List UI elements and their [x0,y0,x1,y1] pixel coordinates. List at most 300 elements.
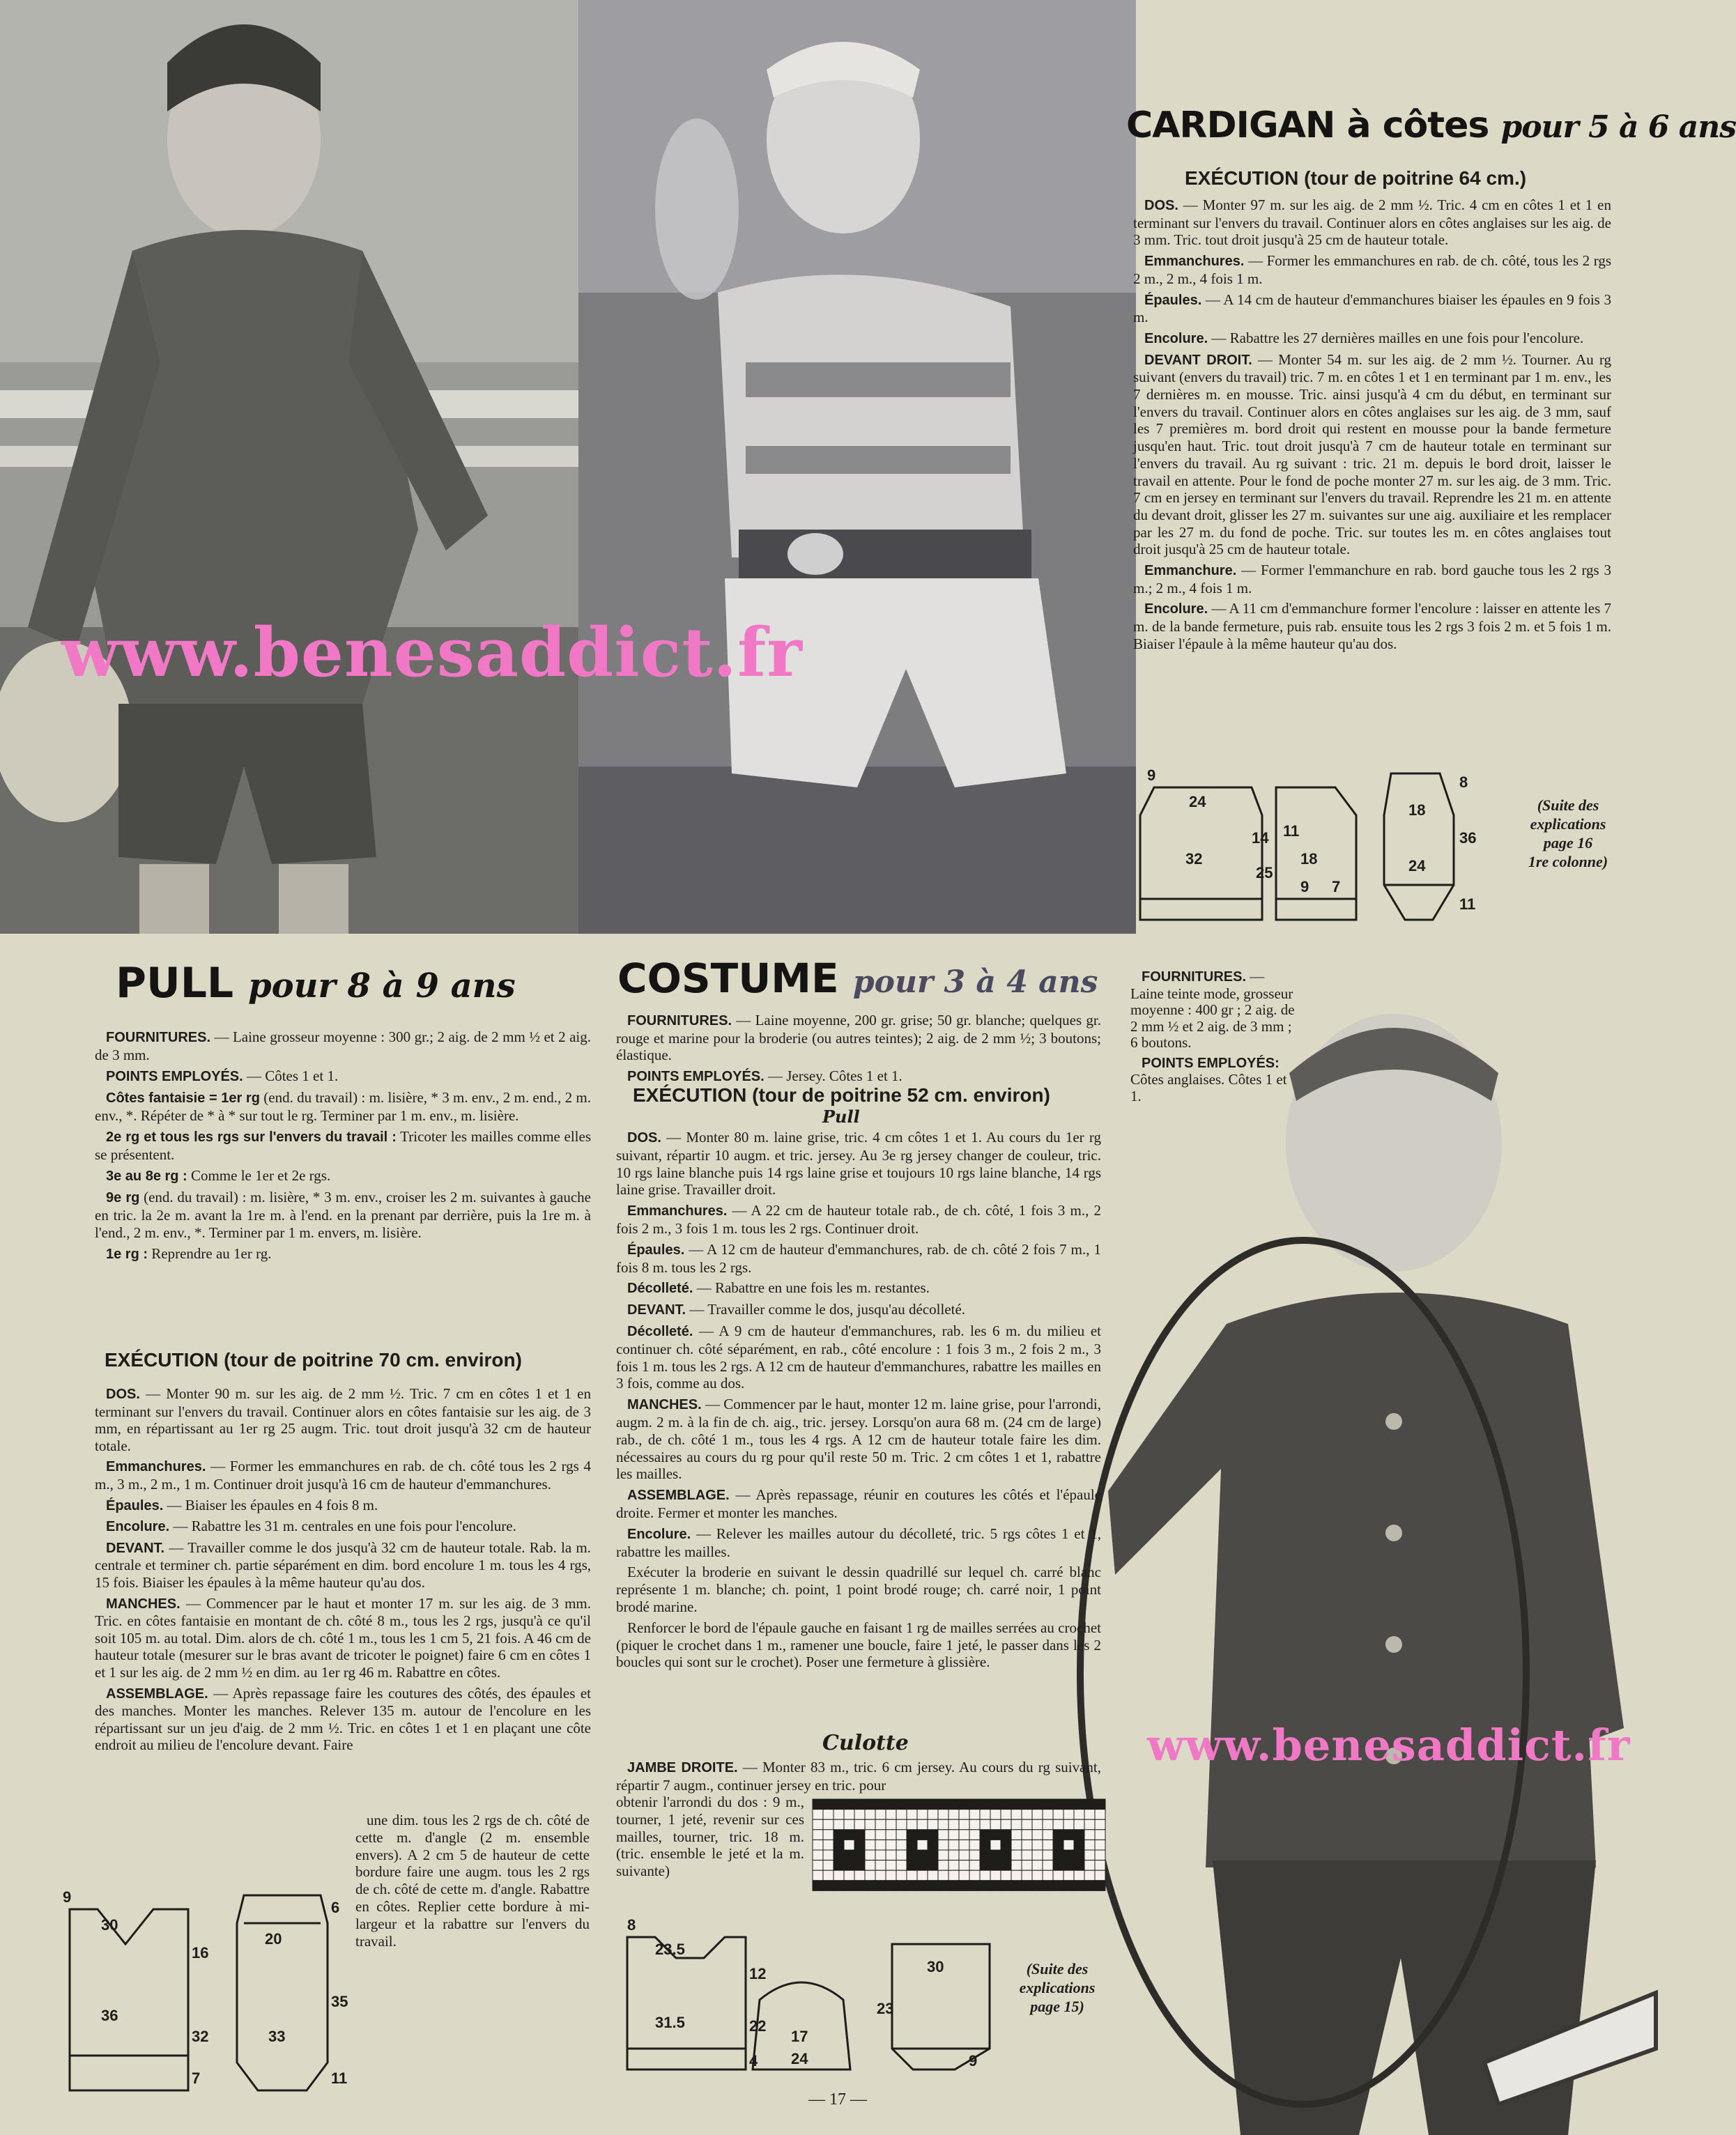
embroidery-cell [854,1799,865,1810]
cardigan-schema-label: 25 [1256,864,1273,881]
embroidery-cell [1043,1810,1053,1820]
paragraph-label: MANCHES. [106,1596,180,1612]
costume-schema-label: 23.5 [655,1941,685,1958]
embroidery-cell [854,1881,865,1891]
embroidery-cell [928,1810,938,1820]
pull-schema-label: 6 [331,1899,340,1916]
pull-schema [49,1881,348,2104]
embroidery-cell [928,1870,938,1881]
embroidery-cell [917,1840,928,1850]
paragraph-label: MANCHES. [627,1397,702,1413]
embroidery-cell [1053,1810,1063,1820]
embroidery-cell [1084,1850,1095,1860]
embroidery-cell [959,1830,969,1840]
embroidery-cell [896,1840,907,1850]
photo-boy-pullover [0,0,578,934]
paragraph-text: Renforcer le bord de l'épaule gauche en faisant 1 rg de mailles serrées au crochet (piquer le crochet dans 1 m., ramener une boucle, faire 1 jeté, le passer dans les 2 boucles qui sont sur le crochet). Poser une fermeture à glissière. [616,1619,1101,1671]
embroidery-cell [948,1799,959,1810]
paragraph-label: DEVANT. [106,1540,165,1556]
paragraph [1130,1055,1295,1105]
embroidery-cell [1011,1810,1022,1820]
pull-schema-label: 33 [268,2028,286,2045]
paragraph [95,1245,591,1263]
embroidery-cell [896,1819,907,1830]
cardigan-schema-label: 11 [1283,822,1300,840]
paragraph-label: FOURNITURES. [1142,969,1246,985]
embroidery-cell [1043,1799,1053,1810]
embroidery-cell [823,1799,834,1810]
costume-culotte-subheading: Culotte [822,1731,909,1755]
paragraph [95,1189,591,1242]
embroidery-cell [1053,1850,1063,1860]
embroidery-cell [1022,1810,1032,1820]
paragraph-text: — Rabattre les 27 dernières mailles en une fois pour l'encolure. [1208,329,1584,346]
embroidery-cell [875,1799,886,1810]
embroidery-cell [928,1840,938,1850]
costume-jambe-narrow: obtenir l'arrondi du dos : 9 m., tourner, 1 jeté, revenir sur ces mailles, tourner, tric. 18 m. (tric. ensemble le jeté et la m. suivante) [616,1794,804,1880]
paragraph [616,1068,1101,1086]
embroidery-cell [1011,1850,1022,1860]
embroidery-cell [1022,1850,1032,1860]
paragraph [1133,196,1611,249]
embroidery-cell [1095,1830,1105,1840]
embroidery-cell [865,1840,875,1850]
cardigan-schema-label: 18 [1408,801,1426,819]
embroidery-cell [907,1830,917,1840]
embroidery-cell [990,1850,1001,1860]
embroidery-cell [948,1819,959,1830]
cardigan-schema-label: 24 [1408,857,1426,874]
costume-intro [616,1012,1101,1088]
embroidery-cell [1053,1819,1063,1830]
embroidery-cell [1032,1799,1043,1810]
paragraph-text: — Former les emmanchures en rab. de ch. côté tous les 2 rgs 4 m., 3 m., 2 m., 1 m. Continuer droit jusqu'à 16 cm de hauteur d'emmanchures. [95,1458,591,1493]
embroidery-cell [938,1840,948,1850]
paragraph-label: DEVANT. [627,1302,686,1318]
embroidery-cell [917,1881,928,1891]
paragraph [616,1012,1101,1064]
embroidery-cell [980,1830,990,1840]
paragraph-text: — Monter 80 m. laine grise, tric. 4 cm côtes 1 et 1. Au cours du 1er rg suivant, répartir 10 augm. et tric. jersey. Au 3e rg jersey changer de couleur, tric. 10 rgs laine blanche puis 14 rgs laine grise et toujours 10 rgs laine blanche, 14 rgs laine grise. Travailler droit. [616,1129,1101,1198]
pull-tail-text: une dim. tous les 2 rgs de ch. côté de cette m. d'angle (2 m. ensemble envers). A 2 cm 5 de hauteur de cette bordure faire une augm. tous les 2 rgs de ch. côté de cette m. d'angle. Rabattre en côtes. Replier cette bordure à mi-largeur et la rabattre sur l'envers du travail. [355,1812,590,1950]
paragraph-text: — Monter 83 m., tric. 6 cm jersey. Au cours du rg suivant, répartir 7 augm., continuer jersey en tric. pour [616,1759,1101,1794]
embroidery-cell [948,1860,959,1871]
embroidery-cell [990,1860,1001,1871]
paragraph-text: — Côtes 1 et 1. [243,1068,339,1084]
paragraph-text: — Commencer par le haut, monter 12 m. laine grise, pour l'arrondi, augm. 2 m. à la fin de ch. aig., tric. jersey. Lorsqu'on aura 68 m. (24 cm de large) rab., de ch. côté 1 m., tous les 4 rgs. A 12 cm de hauteur totale faire les dim. nécessaires au cours du rg pour qu'il reste 50 m. Tric. 2 cm côtes 1 et 1, rabattre les mailles. [616,1396,1101,1483]
embroidery-cell [980,1870,990,1881]
paragraph-label: Épaules. [627,1242,685,1258]
paragraph-label: Décolleté. [627,1281,693,1297]
embroidery-cell [1063,1830,1074,1840]
embroidery-cell [959,1870,969,1881]
embroidery-cell [1074,1830,1084,1840]
paragraph-label: Emmanchures. [627,1203,728,1219]
paragraph-label: 1e rg : [106,1247,148,1262]
note-line: 1re colonne) [1528,853,1608,870]
embroidery-cell [1001,1850,1011,1860]
embroidery-cell [1063,1840,1074,1850]
paragraph-text: Côtes anglaises. Côtes 1 et 1. [1130,1071,1287,1104]
embroidery-cell [834,1870,844,1881]
embroidery-cell [1084,1870,1095,1881]
paragraph [1133,351,1611,558]
embroidery-cell [1074,1799,1084,1810]
embroidery-cell [886,1840,896,1850]
cardigan-schema-label: 9 [1147,766,1156,784]
embroidery-cell [907,1881,917,1891]
embroidery-cell [1063,1850,1074,1860]
paragraph-text: Reprendre au 1er rg. [148,1245,272,1262]
embroidery-cell [1095,1870,1105,1881]
paragraph-text: Comme le 1er et 2e rgs. [187,1167,331,1184]
paragraph-label: Emmanchure. [1144,563,1237,579]
embroidery-cell [1095,1819,1105,1830]
embroidery-cell [907,1819,917,1830]
embroidery-cell [917,1860,928,1871]
embroidery-cell [865,1881,875,1891]
paragraph [95,1068,591,1086]
paragraph-text: — A 9 cm de hauteur d'emmanchures, rab. les 6 m. du milieu et continuer ch. côté séparément, en rab., côté encolure : 1 fois 3 m., 2 fois 2 m., 3 fois 1 m. tous les 2 rgs. A 12 cm de hauteur d'emmanchures, rabattre les mailles en 3 fois, comme au dos. [616,1322,1101,1392]
paragraph [1133,562,1611,596]
paragraph-text: — Monter 97 m. sur les aig. de 2 mm ½. Tric. 4 cm en côtes 1 et 1 en terminant sur l'envers du travail. Continuer alors en côtes anglaises sur les aig. de 3 mm. Tric. tout droit jusqu'à 25 cm de hauteur totale. [1133,196,1611,249]
costume-schema-label: 4 [749,2052,758,2070]
paragraph-label: Côtes fantaisie = 1er rg [106,1090,260,1106]
costume-schema-label: 17 [791,2028,808,2045]
embroidery-cell [1084,1799,1095,1810]
embroidery-cell [823,1840,834,1850]
embroidery-cell [917,1850,928,1860]
embroidery-cell [1043,1819,1053,1830]
embroidery-cell [886,1830,896,1840]
paragraph-text: — Monter 90 m. sur les aig. de 2 mm ½. Tric. 7 cm en côtes 1 et 1 en terminant sur l'envers du travail. Continuer alors en côtes fantaisie sur les aig. de 3 mm, en répartissant au 1er rg 25 augm. Tric. tout droit jusqu'à 32 cm de hauteur totale. [95,1385,591,1454]
paragraph-text: — Après repassage faire les coutures des côtés, des épaules et des manches. Monter les manches. Relever 135 m. autour de l'encolure en les répartissant sur un jeu d'aig. de 2 mm ½. Tric. en côtes 1 et 1 en plaçant une côte endroit au milieu de l'encolure devant. Faire [95,1684,591,1754]
embroidery-cell [896,1870,907,1881]
embroidery-cell [854,1810,865,1820]
paragraph-text: (end. du travail) : m. lisière, * 3 m. env., 2 m. end., 2 m. env., *. Répéter de * à * sur tout le rg. Terminer par 1 m. env., m. lisière. [95,1089,591,1124]
embroidery-cell [928,1819,938,1830]
embroidery-cell [1053,1840,1063,1850]
embroidery-cell [938,1850,948,1860]
paragraph-text: — A 11 cm d'emmanchure former l'encolure : laisser en attente les 7 m. de la bande fermeture, puis rab. ensuite tous les 2 rgs 3 fois 2 m. et 5 fois 1 m. Biaiser l'épaule à la même hauteur qu'au dos. [1133,600,1611,652]
embroidery-cell [938,1830,948,1840]
paragraph [616,1396,1101,1483]
embroidery-cell [886,1881,896,1891]
watermark: www.benesaddict.fr [1147,1720,1631,1771]
paragraph-text: Exécuter la broderie en suivant le dessin quadrillé sur lequel ch. carré blanc représente 1 m. blanche; ch. point, 1 point brodé rouge; ch. carré noir, 1 point brodé marine. [616,1564,1101,1615]
paragraph-label: 9e rg [106,1190,140,1205]
paragraph [95,1497,591,1515]
embroidery-cell [1022,1819,1032,1830]
paragraph-label: Encolure. [106,1519,170,1535]
paragraph-label: FOURNITURES. [106,1030,210,1045]
embroidery-cell [1095,1860,1105,1871]
paragraph-label: Encolure. [1144,601,1208,617]
paragraph [95,1385,591,1454]
embroidery-cell [959,1799,969,1810]
paragraph-label: POINTS EMPLOYÉS. [627,1068,765,1084]
costume-schema [613,1909,1004,2076]
embroidery-cell [917,1799,928,1810]
embroidery-cell [834,1830,844,1840]
embroidery-cell [834,1840,844,1850]
cardigan-schema [1126,760,1489,927]
paragraph [95,1595,591,1681]
paragraph-text: Tricoter les mailles comme elles se présentent. [95,1128,591,1163]
costume-title [617,955,1098,1002]
paragraph-text: — Commencer par le haut et monter 17 m. sur les aig. de 3 mm. Tric. en côtes fantaisie en montant de ch. côté 8 m., tous les 2 rgs, jusqu'à ce qu'il soit 105 m. au total. Dim. alors de ch. côté 1 m., tous les 1 cm 5, 21 fois. A 46 cm de hauteur totale (mesurer sur le bras avant de tricoter le poignet) faire 6 cm en côtes 1 et 1 sur les aig. de 2 mm ½ en dim. au 1er rg 46 m. Rabattre en côtes. [95,1594,591,1681]
embroidery-cell [969,1830,980,1840]
costume-schema-label: 22 [749,2017,767,2035]
embroidery-cell [980,1881,990,1891]
costume-title-main: COSTUME [617,955,839,1002]
pull-schema-label: 36 [101,2007,118,2024]
embroidery-cell [907,1810,917,1820]
embroidery-cell [834,1860,844,1871]
embroidery-cell [928,1830,938,1840]
embroidery-cell [907,1799,917,1810]
embroidery-cell [1011,1830,1022,1840]
embroidery-cell [938,1881,948,1891]
paragraph-label: DEVANT DROIT. [1144,352,1252,368]
embroidery-cell [896,1810,907,1820]
paragraph-text: — Rabattre en une fois les m. restantes. [693,1279,930,1297]
cardigan-schema-label: 11 [1459,895,1476,913]
embroidery-cell [1084,1819,1095,1830]
embroidery-cell [959,1850,969,1860]
embroidery-cell [844,1881,854,1891]
embroidery-cell [875,1819,886,1830]
paragraph [616,1323,1101,1392]
embroidery-cell [969,1810,980,1820]
cardigan-text [1133,196,1611,656]
embroidery-cell [948,1810,959,1820]
paragraph [95,1685,591,1754]
embroidery-cell [886,1870,896,1881]
embroidery-cell [959,1840,969,1850]
paragraph [616,1759,1101,1794]
embroidery-cell [1063,1870,1074,1881]
embroidery-cell [813,1799,823,1810]
embroidery-cell [1095,1850,1105,1860]
embroidery-cell [907,1870,917,1881]
embroidery-cell [948,1870,959,1881]
pull-schema-label: 16 [192,1944,209,1961]
embroidery-cell [928,1850,938,1860]
embroidery-cell [896,1799,907,1810]
cardigan-schema-label: 36 [1459,829,1477,847]
embroidery-cell [1053,1830,1063,1840]
embroidery-cell [1043,1860,1053,1871]
costume-title-age: pour 3 à 4 ans [852,964,1098,1000]
costume-schema-label: 24 [791,2050,808,2067]
pull-schema-label: 35 [331,1993,348,2010]
embroidery-cell [1074,1881,1084,1891]
embroidery-cell [928,1881,938,1891]
paragraph [616,1301,1101,1319]
paragraph-text: — Biaiser les épaules en 4 fois 8 m. [163,1496,378,1513]
embroidery-cell [854,1819,865,1830]
embroidery-cell [969,1840,980,1850]
embroidery-cell [980,1799,990,1810]
cardigan-execution-heading: EXÉCUTION (tour de poitrine 64 cm.) [1185,167,1527,189]
embroidery-cell [1032,1810,1043,1820]
embroidery-cell [823,1819,834,1830]
embroidery-cell [1074,1810,1084,1820]
embroidery-cell [886,1860,896,1871]
paragraph-text: — Laine grosseur moyenne : 300 gr.; 2 aig. de 2 mm ½ et 2 aig. de 3 mm. [95,1028,591,1063]
cardigan-schema-label: 8 [1459,773,1468,791]
pull-schema-label: 30 [101,1916,118,1934]
embroidery-cell [886,1850,896,1860]
embroidery-cell [1095,1810,1105,1820]
embroidery-cell [990,1881,1001,1891]
embroidery-cell [1043,1870,1053,1881]
embroidery-cell [1022,1840,1032,1850]
embroidery-cell [834,1810,844,1820]
paragraph-label: Décolleté. [627,1323,693,1339]
pull-schema-label: 7 [192,2070,201,2087]
paragraph [1133,291,1611,326]
embroidery-cell [886,1810,896,1820]
costume-continuation-note [1005,1959,1109,2016]
paragraph-text: — Laine moyenne, 200 gr. grise; 50 gr. blanche; quelques gr. rouge et marine pour la broderie (ou autres teintes); 2 aig. de 2 mm ½; 3 boutons; élastique. [616,1012,1101,1063]
costume-schema-label: 12 [749,1965,767,1982]
embroidery-cell [1032,1860,1043,1871]
embroidery-cell [928,1860,938,1871]
paragraph-label: POINTS EMPLOYÉS: [1142,1055,1280,1071]
paragraph-label: DOS. [106,1387,140,1402]
paragraph-text: — Travailler comme le dos, jusqu'au décolleté. [686,1301,966,1318]
embroidery-cell [907,1850,917,1860]
pull-title-main: PULL [116,959,234,1008]
photo-boy-drinking [578,0,1136,934]
paragraph-label: 2e rg et tous les rgs sur l'envers du travail : [106,1130,397,1145]
paragraph-label: DOS. [1144,198,1178,213]
paragraph-text: (end. du travail) : m. lisière, * 3 m. env., croiser les 2 m. suivantes à gauche en tric. la 2e m. avant la 1re m. à l'end. en la prenant par derrière, puis la 1re m. à l'end., 2 m. env., *. Terminer par 1 m. envers, m. lisière. [95,1189,592,1241]
embroidery-cell [813,1850,823,1860]
embroidery-cell [1011,1870,1022,1881]
embroidery-cell [1011,1799,1022,1810]
embroidery-cell [875,1810,886,1820]
embroidery-cell [865,1850,875,1860]
paragraph [95,1167,591,1185]
embroidery-cell [969,1881,980,1891]
embroidery-cell [813,1870,823,1881]
page-number: — 17 — [808,2090,867,2109]
embroidery-cell [1001,1810,1011,1820]
paragraph-label: JAMBE DROITE. [627,1760,738,1775]
pull-execution-heading: EXÉCUTION (tour de poitrine 70 cm. environ) [105,1349,522,1371]
embroidery-cell [980,1819,990,1830]
cardigan-schema-label: 32 [1185,850,1203,868]
embroidery-cell [1022,1870,1032,1881]
paragraph-label: FOURNITURES. [627,1013,732,1028]
embroidery-cell [969,1870,980,1881]
embroidery-cell [823,1810,834,1820]
embroidery-cell [990,1840,1001,1850]
paragraph-text: — Monter 54 m. sur les aig. de 2 mm ½. Tourner. Au rg suivant (envers du travail) tric. 7 m. en côtes 1 et 1 en terminant par 1 m. env., les 7 dernières m. en mousse. Tric. ainsi jusqu'à 4 cm du début, en terminant sur l'envers du travail. Continuer alors en côtes anglaises sur les aig. de 3 mm, sauf les 7 premières m. bord droit qui restent en mousse pour la bande fermeture jusqu'en haut. Tric. tout droit jusqu'à 7 cm de hauteur totale en terminant sur l'envers du travail. Au rg suivant : tric. 21 m. depuis le bord droit, laisser le travail en attente. Pour le fond de poche monter 27 m. sur les aig. de 3 mm. Tric. 7 cm en jersey en terminant sur l'envers du travail. Reprendre les 21 m. en attente du devant droit, glisser les 27 m. suivantes sur une aig. auxiliaire et les remplacer par les 27 m. du fond de poche. Tric. sur toutes les m. en côtes anglaises tout droit jusqu'à 25 cm de hauteur totale. [1133,350,1611,558]
paragraph [616,1619,1101,1671]
embroidery-cell [1022,1830,1032,1840]
embroidery-cell [854,1840,865,1850]
embroidery-cell [1074,1860,1084,1871]
embroidery-cell [980,1810,990,1820]
embroidery-cell [1001,1870,1011,1881]
embroidery-cell [969,1860,980,1871]
embroidery-cell [813,1810,823,1820]
embroidery-cell [948,1881,959,1891]
cardigan-schema-label: 9 [1300,878,1309,895]
note-line: explications [1530,815,1606,833]
embroidery-cell [907,1840,917,1850]
embroidery-cell [1001,1799,1011,1810]
embroidery-cell [948,1850,959,1860]
embroidery-cell [917,1870,928,1881]
pull-intro [95,1028,591,1267]
paragraph [95,1458,591,1493]
embroidery-cell [1084,1881,1095,1891]
paragraph-text: — A 22 cm de hauteur totale rab., de ch. côté, 1 fois 3 m., 2 fois 2 m., 3 fois 1 m. tous les 2 rgs. Continuer droit. [616,1202,1101,1237]
embroidery-cell [1032,1819,1043,1830]
paragraph [1133,600,1611,652]
pull-title [116,959,516,1008]
paragraph-label: Emmanchures. [106,1459,206,1475]
embroidery-cell [813,1881,823,1891]
pull-schema-label: 32 [192,2028,209,2045]
embroidery-cell [969,1819,980,1830]
embroidery-cell [917,1830,928,1840]
embroidery-cell [886,1819,896,1830]
cardigan-title [1126,105,1736,146]
embroidery-cell [823,1830,834,1840]
paragraph-label: Épaules. [106,1497,164,1513]
embroidery-cell [813,1830,823,1840]
embroidery-cell [834,1799,844,1810]
embroidery-cell [1074,1819,1084,1830]
costume-pull-subheading: Pull [822,1107,860,1127]
paragraph-text: — Travailler comme le dos jusqu'à 32 cm de hauteur totale. Rab. la m. centrale et terminer ch. partie séparément en dim. bord encolure 1 m. tous les 4 rgs, 15 fois. Biaiser les épaules à la même hauteur qu'au dos. [95,1539,591,1591]
paragraph-label: Emmanchures. [1144,254,1245,270]
costume-schema-label: 9 [969,2052,978,2070]
note-line: page 15) [1030,1998,1084,2015]
embroidery-cell [823,1881,834,1891]
paragraph [616,1525,1101,1561]
note-line: page 16 [1543,834,1593,851]
embroidery-cell [854,1830,865,1840]
embroidery-cell [1011,1881,1022,1891]
paragraph-text: — Après repassage, réunir en coutures les côtés et l'épaule droite. Fermer et monter les manches. [616,1486,1101,1521]
embroidery-cell [854,1850,865,1860]
paragraph [616,1564,1101,1615]
embroidery-cell [959,1881,969,1891]
embroidery-cell [1095,1799,1105,1810]
embroidery-cell [844,1870,854,1881]
embroidery-cell [844,1819,854,1830]
embroidery-cell [1011,1840,1022,1850]
embroidery-cell [834,1881,844,1891]
embroidery-cell [1043,1830,1053,1840]
embroidery-cell [875,1850,886,1860]
pull-title-age: pour 8 à 9 ans [248,966,516,1005]
embroidery-cell [990,1870,1001,1881]
embroidery-cell [959,1860,969,1871]
cardigan-title-main: CARDIGAN à côtes [1126,105,1489,146]
embroidery-cell [959,1819,969,1830]
embroidery-cell [865,1819,875,1830]
photo-toddler-cardigan [1066,962,1656,2135]
embroidery-cell [990,1819,1001,1830]
